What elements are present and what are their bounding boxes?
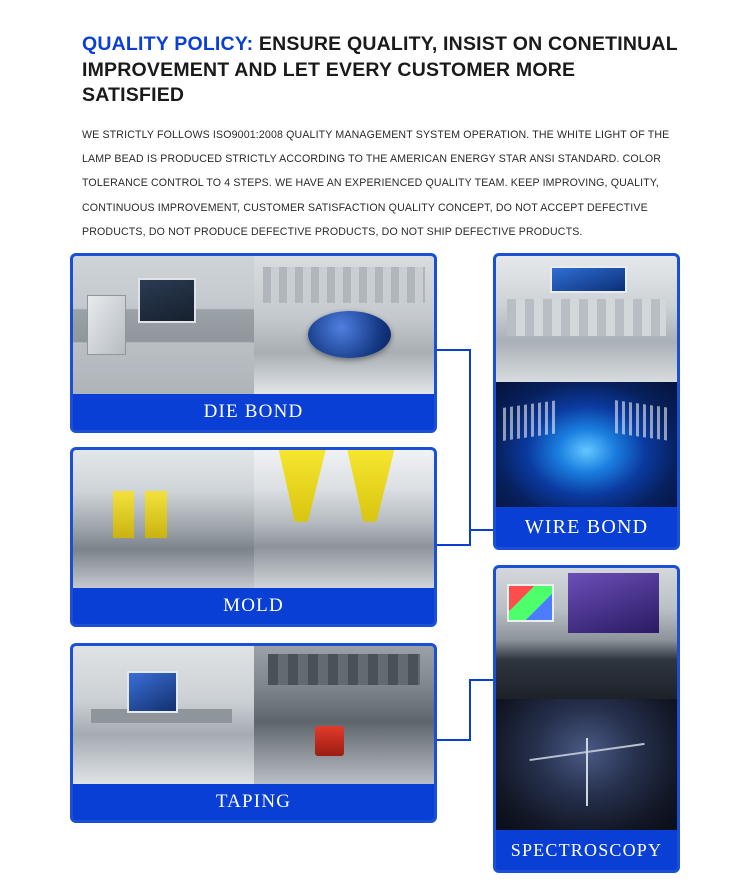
wire-bond-machine-photo <box>496 256 677 382</box>
process-card-wire-bond[interactable] <box>493 253 680 550</box>
page-title <box>82 32 682 109</box>
mold-tooling-yellow-cones-photo <box>254 450 435 588</box>
die-bond-photo-row <box>73 256 434 394</box>
process-flow-diagram <box>0 240 750 886</box>
process-card-caption: MOLD <box>73 588 434 624</box>
die-bond-machine-blue-disc-photo <box>254 256 435 394</box>
connector-die-to-wire <box>437 350 493 530</box>
headline-rest: ENSURE QUALITY, INSIST ON CONETINUAL IMPROVEMENT AND LET EVERY CUSTOMER MORE SATISFIED <box>82 33 678 107</box>
process-card-spectroscopy[interactable] <box>493 565 680 873</box>
mold-photo-row <box>73 450 434 588</box>
quality-policy-header <box>82 32 682 255</box>
taping-photo-row <box>73 646 434 784</box>
headline-accent: QUALITY POLICY: <box>82 33 254 55</box>
spectroscopy-photo-row <box>496 568 677 830</box>
process-card-caption: WIRE BOND <box>496 507 677 547</box>
taping-reel-machine-photo <box>254 646 435 784</box>
connector-taping-to-spectroscopy <box>437 680 493 740</box>
process-card-mold[interactable] <box>70 447 437 627</box>
process-card-die-bond[interactable] <box>70 253 437 433</box>
wire-bond-photo-row <box>496 256 677 507</box>
taping-inspection-station-photo <box>73 646 254 784</box>
process-card-caption: TAPING <box>73 784 434 820</box>
process-card-caption: DIE BOND <box>73 394 434 430</box>
process-card-caption: SPECTROSCOPY <box>496 830 677 870</box>
quality-policy-body-text: WE STRICTLY FOLLOWS ISO9001:2008 QUALITY MANAGEMENT SYSTEM OPERATION. THE WHITE LIGHT OF THE LAMP BEAD IS PRODUCED STRICTLY ACCORDING TO THE AMERICAN ENERGY STAR ANSI STANDARD. COLOR TOLERANCE CONTROL TO 4 STEPS. WE HAVE AN EXPERIENCED QUALITY TEAM. KEEP IMPROVING, QUALITY, CONTINUOUS IMPROVEMENT, CUSTOMER SATISFACTION QUALITY CONCEPT, DO NOT ACCEPT DEFECTIVE PRODUCTS, DO NOT PRODUCE DEFECTIVE PRODUCTS, DO NOT SHIP DEFECTIVE PRODUCTS. <box>82 129 670 238</box>
spectroscopy-control-console-photo <box>496 568 677 699</box>
spectroscopy-dark-chamber-photo <box>496 699 677 830</box>
mold-machine-yellow-nozzles-photo <box>73 450 254 588</box>
process-card-taping[interactable] <box>70 643 437 823</box>
die-bond-lab-workstation-photo <box>73 256 254 394</box>
wire-bond-blue-glow-photo <box>496 382 677 508</box>
connector-mold-to-wire <box>437 530 470 545</box>
